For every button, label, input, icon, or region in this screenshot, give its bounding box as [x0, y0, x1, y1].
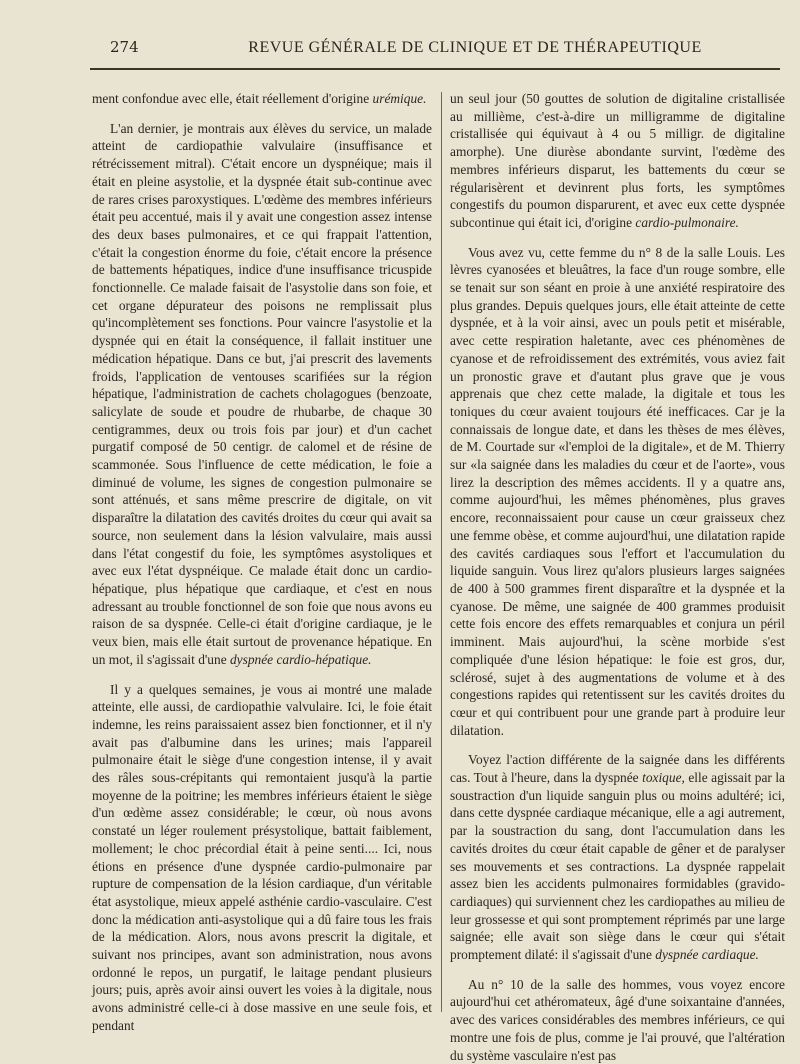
paragraph-text: elle agissait par la soustraction d'un liquide sanguin plus ou moins adultéré; ici, dans cette dyspnée cardiaque mécanique, elle a agi autrement, par la soustraction du sang, dont l'accumulation dans les cavités droites du cœur était capable de gêner et de paralyser ses mouvements et ses contractions. La dyspnée rappelait assez bien les accidents pulmonaires formidables (gravido-cardiaques) qui surviennent chez les cardiopathes au milieu de leur grossesse et qui sont promptement réprimés par une large saignée; elle avait son siège dans le cœur qui s'était promptement dilaté: il s'agissait d'une	[450, 770, 785, 963]
italic-term: dyspnée cardiaque.	[655, 947, 759, 963]
right-column	[450, 90, 785, 1064]
paragraph	[92, 90, 432, 108]
left-column	[92, 90, 432, 1035]
column-divider	[441, 92, 442, 1012]
paragraph	[450, 90, 785, 232]
paragraph	[92, 681, 432, 1035]
page-header	[110, 38, 770, 68]
italic-term: urémique.	[372, 91, 427, 106]
paragraph-text: Au n° 10 de la salle des hommes, vous voyez encore aujourd'hui cet athéromateux, âgé d'une soixantaine d'années, avec des varices considérables des membres inférieurs, ce qui montre une fois de plus, comme je l'ai prouvé, que l'altération du système vasculaire n'est pas	[450, 976, 785, 1063]
paragraph	[450, 244, 785, 740]
paragraph-text: Vous avez vu, cette femme du n° 8 de la salle Louis. Les lèvres cyanosées et bleuâtres, la face d'un rouge sombre, elle se tenait sur son séant en proie à une anxiété respiratoire des plus grandes. Depuis quelques jours, elle était atteinte de cette dyspnée, et à la voir ainsi, avec un pouls petit et misérable, avec cette respiration haletante, avec ces phénomènes de cyanose et de refroidissement des extrémités, vous aviez fait un pronostic grave et d'autant plus grave que je vous apprenais que chez cette malade, la digitale et tous les toniques du cœur avaient toujours été inefficaces. Car je la connaissais de longue date, et dans les thèses de mes élèves, de M. Courtade sur «l'emploi de la digitale», et de M. Thierry sur «la saignée dans les maladies du cœur et de l'aorte», vous lirez la description des mêmes accidents. Il y a quatre ans, comme aujourd'hui, les mêmes phénomènes, plus graves encore, reconnaissaient pour cause un cœur graisseux chez une femme obèse, et comme aujourd'hui, une dilatation rapide des cavités cardiaques sous l'effort et l'accumulation du liquide sanguin. Vous lirez qu'alors plusieurs larges saignées de 400 à 500 grammes firent disparaître et la dyspnée et la cyanose. De même, une saignée de 400 grammes produisit cette fois encore des effets remarquables et conjura un péril imminent. Mais aujourd'hui, la scène morbide s'est compliquée d'une lésion hépatique: le foie est gros, dur, sclérosé, sujet à des augmentations de volume et à des congestions rapides qui retentissent sur les cavités droites du cœur et qui contribuent pour une grande part à produire leur dilatation.	[450, 244, 785, 738]
page-number: 274	[110, 38, 139, 56]
italic-term: toxique,	[642, 770, 685, 786]
paragraph-text: un seul jour (50 gouttes de solution de digitaline cristallisée au millième, c'est-à-dire un milligramme de digitaline cristallisée qui équivaut à 4 ou 5 milligr. de digitaline amorphe). Une diurèse abondante survint, l'œdème des membres inférieurs disparut, les battements du cœur se régularisèrent et devinrent plus forts, les symptômes congestifs du poumon disparurent, et avec eux cette dyspnée subcontinue qui était ici, d'origine	[450, 91, 785, 230]
paragraph-text: ment confondue avec elle, était réellement d'origine	[92, 91, 373, 106]
italic-term: dyspnée cardio-hépatique.	[229, 651, 372, 667]
paragraph	[450, 751, 785, 963]
paragraph-text: L'an dernier, je montrais aux élèves du service, un malade atteint de cardiopathie valvulaire (insuffisance et rétrécissement mitral). C'était encore un dyspnéique; mais il était en pleine asystolie, et la dyspnée était sub-continue avec de rares crises paroxystiques. L'œdème des membres inférieurs était peu accentué, mais il y avait une congestion assez intense des deux bases pulmonaires, et ce qui frappait l'attention, c'était la congestion énorme du foie, c'était encore la présence de battements hépatiques, indice d'une insuffisance tricuspide fonctionnelle. Ce malade faisait de l'asystolie dans son foie, et cet organe dépurateur des poisons ne remplissait plus qu'incomplètement ses fonctions. Pour vaincre l'asystolie et la dyspnée qui en était la conséquence, il fallait instituer une médication hépatique. Dans ce but, j'ai prescrit des lavements froids, l'application de ventouses scarifiées sur la région hépatique, l'administration de cachets cholagogues (benzoate, salicylate de soude et poudre de rhubarbe, de chaque 30 centigrammes, deux ou trois fois par jour) et d'un cachet purgatif composé de 50 centigr. de calomel et de résine de scammonée. Sous l'influence de cette médication, le foie a diminué de volume, les signes de congestion pulmonaire se sont atténués, et sans même prescrire de digitale, on vit disparaître la dilatation des cavités droites du cœur qui avait sa source, non seulement dans la lésion valvulaire, mais aussi dans l'état congestif du foie, les symptômes asystoliques et avec eux l'état dyspnéique. Ce malade était donc un cardio-hépatique, plus hépatique que cardiaque, et c'est en nous adressant au trouble fonctionnel de son foie que nous avons eu raison de sa dyspnée. Celle-ci était d'origine cardiaque, je le veux bien, mais elle était surtout de provenance hépatique. En un mot, il s'agissait d'une	[92, 120, 432, 667]
paragraph-text: Voyez l'action différente de la saignée dans les différents cas. Tout à l'heure, dans la dyspnée	[450, 752, 785, 786]
italic-term: cardio-pulmonaire.	[635, 214, 739, 230]
running-head: REVUE GÉNÉRALE DE CLINIQUE ET DE THÉRAPEUTIQUE	[248, 39, 702, 56]
header-rule	[90, 68, 780, 70]
paragraph	[92, 120, 432, 669]
paragraph	[450, 976, 785, 1064]
paragraph-text: Il y a quelques semaines, je vous ai montré une malade atteinte, elle aussi, de cardiopathie valvulaire. Ici, le foie était indemne, les reins paraissaient assez bien fonctionner, et il n'y avait pas d'albumine dans les urines; mais l'appareil pulmonaire était le siège d'une congestion intense, il y avait des râles sous-crépitants qui remontaient jusqu'à la partie moyenne de la poitrine; les membres inférieurs étaient le siège d'un œdème assez considérable; le cœur, où nous avons constaté un léger roulement présystolique, battait faiblement, mollement; le choc précordial était à peine senti.... Ici, nous étions en présence d'une dyspnée cardio-pulmonaire par rupture de compensation de la lésion cardiaque, d'un véritable état asystolique, mieux appelé asthénie cardio-vasculaire. C'est donc la médication anti-asystolique qui a dû faire tous les frais de la médication. Alors, nous avons prescrit la digitale, et suivant nos principes, avant son administration, nous avons ordonné le repos, un purgatif, le laitage pendant plusieurs jours; puis, après avoir ainsi ouvert les voies à la digitale, nous avons administré celle-ci à dose massive en une seule fois, et pendant	[92, 681, 432, 1033]
